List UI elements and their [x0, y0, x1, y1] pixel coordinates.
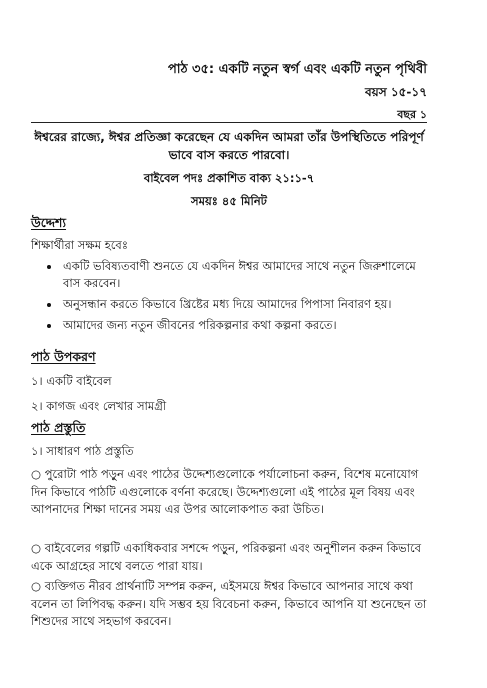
objectives-intro: শিক্ষার্থীরা সক্ষম হবেঃ — [31, 238, 128, 252]
age-range: বয়স ১৫-১৭ — [365, 85, 427, 99]
preparation-subheading: ১। সাধারণ পাঠ প্রস্তুতি — [31, 444, 134, 458]
objective-item: • আমাদের জন্য নতুন জীবনের পরিকল্পনার কথা কল্পনা করতে। — [61, 317, 427, 334]
header-divider — [31, 122, 427, 123]
objectives-list — [31, 258, 427, 338]
objective-item: • একটি ভবিষ্যতবাণী শুনতে যে একদিন ঈশ্বর আমাদের সাথে নতুন জিরুশালেমে বাস করবেন। — [61, 258, 427, 292]
objective-item: • অনুসন্ধান করতে কিভাবে খ্রিষ্টের মধ্য দিয়ে আমাদের পিপাসা নিবারণ হয়। — [61, 296, 427, 313]
preparation-heading: পাঠ প্রস্তুতি — [31, 420, 86, 435]
objectives-heading: উদ্দেশ্য — [31, 215, 67, 230]
preparation-paragraph: ○ বাইবেলের গল্পটি একাধিকবার সশব্দে পড়ুন, পরিকল্পনা এবং অনুশীলন করুন কিভাবে একে আগ্রহের সাথে বলতে পারা যায়। — [31, 541, 422, 573]
materials-heading: পাঠ উপকরণ — [31, 349, 96, 364]
material-item: ১। একটি বাইবেল — [31, 374, 112, 388]
lesson-duration: সময়ঃ ৪৫ মিনিট — [191, 194, 267, 208]
preparation-paragraph: ○ পুরোটা পাঠ পড়ুন এবং পাঠের উদ্দেশ্যগুলোকে পর্যালোচনা করুন, বিশেষ মনোযোগ দিন কিভাবে পাঠটি এগুলোকে বর্ণনা করেছে। উদ্দেশ্যগুলো এই পাঠের মূল বিষয় এবং আপনাদের শিক্ষা দানের সময় এর উপর আলোকপাত করা উচিত। — [31, 467, 419, 516]
preparation-paragraph: ○ ব্যক্তিগত নীরব প্রার্থনাটি সম্পন্ন করুন, এইসময়ে ঈশ্বর কিভাবে আপনার সাথে কথা বলেন তা লিপিবদ্ধ করুন। যদি সম্ভব হয় বিবেচনা করুন, কিভাবে আপনি যা শুনেছেন তা শিশুদের সাথে সহভাগ করবেন। — [31, 579, 427, 628]
lesson-title: পাঠ ৩৫: একটি নতুন স্বর্গ এবং একটি নতুন পৃথিবী — [167, 62, 427, 77]
bible-verse: বাইবেল পদঃ প্রকাশিত বাক্য ২১:১-৭ — [143, 171, 315, 185]
lesson-goal: ঈশ্বরের রাজ্যে, ঈশ্বর প্রতিজ্ঞা করেছেন যে একদিন আমরা তাঁর উপস্থিতিতে পরিপূর্ণ ভাবে বাস করতে পারবো। — [34, 130, 424, 162]
curriculum-year: বছর ১ — [397, 108, 427, 121]
material-item: ২। কাগজ এবং লেখার সামগ্রী — [31, 399, 167, 413]
